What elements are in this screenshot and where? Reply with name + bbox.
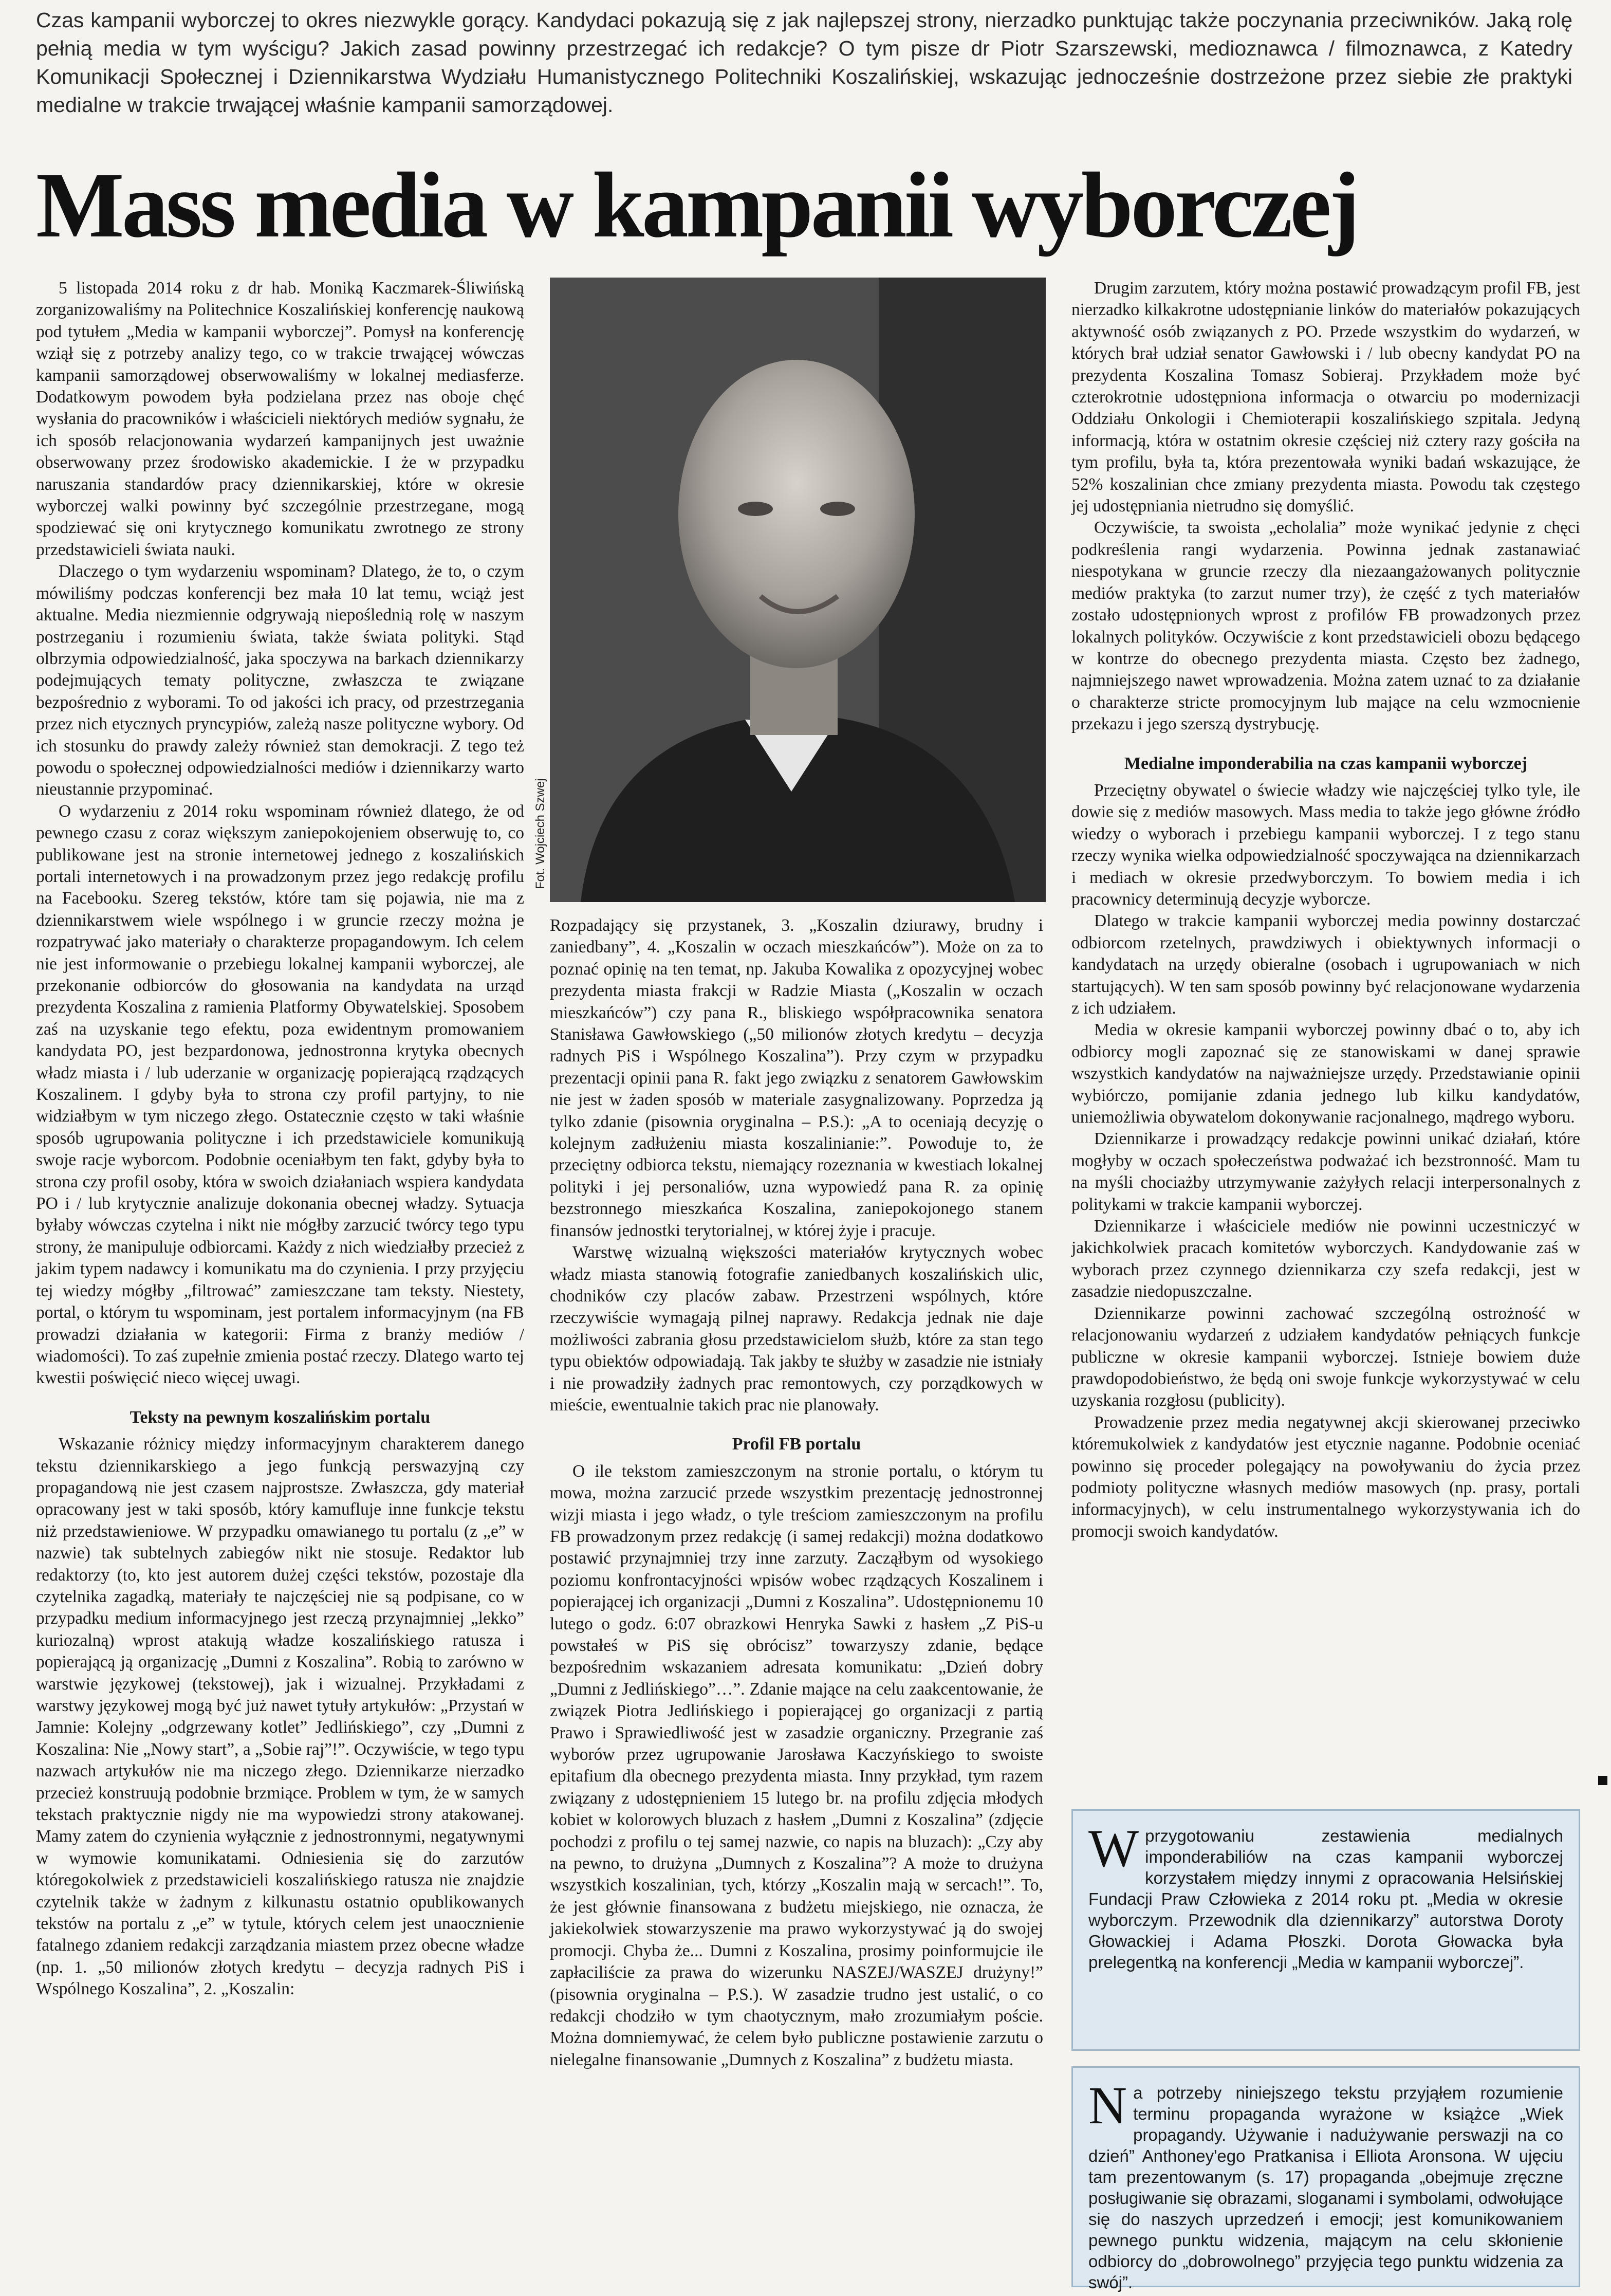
paragraph: O ile tekstom zamieszczonym na stronie portalu, o którym tu mowa, można zarzucić przede wszystkim prezentację jednostronnej wizji miasta i jego władz, o tyle treściom zamieszczonym na profilu FB prowadzonym przez redakcję (i samej redakcji) można dodatkowo postawić przynajmniej trzy inne zarzuty. Zacząłbym od wysokiego poziomu konfrontacyjności wpisów wobec rządzących Koszalinem i popierającej ich organizacji „Dumni z Koszalina”. Udostępnionemu 10 lutego o godz. 6:07 obrazkowi Henryka Sawki z hasłem „Z PiS-u powstałeś w PiS się obrócisz” towarzyszy zdanie, będące bezpośrednim wskazaniem adresata komunikatu: „Dzień dobry „Dumni z Jedlińskiego”…”. Zdanie mające na celu zaakcentowanie, że związek Piotra Jedlińskiego i popierającej go organizacji z partią Prawo i Sprawiedliwość jest w zasadzie organiczny. Przegranie zaś wyborów przez ugrupowanie Jarosława Kaczyńskiego to swoiste epitafium dla obecnego prezydenta miasta. Inny przykład, tym razem związany z udostępnieniem 15 lutego br. na profilu zdjęcia młodych kobiet w kolorowych bluzach z hasłem „Dumni z Koszalina” (zdjęcie pochodzi z profilu o tej samej nazwie, co napis na bluzach): „Czy aby na pewno, to drużyna „Dumnych z Koszalina”? A może to drużyna wszystkich koszalinian, tych, którzy „Koszalin mają w sercach!”. To, że jest głównie finansowana z budżetu miejskiego, nie oznacza, że jakiekolwiek stowarzyszenie ma prawo wykorzystywać ją do swojej promocji. Chyba że... Dumni z Koszalina, prosimy poinformujcie ile zapłaciliście za prawa do wizerunku NASZEJ/WASZEJ drużyny!” (pisownia oryginalna – P.S.). W zasadzie trudno jest ustalić, o co redakcji chodziło w tym chaotycznym, mało zrozumiałym poście. Można domniemywać, że celem było publiczne postawienie zarzutu o nielegalne finansowanie „Dumnych z Koszalina” z budżetu miasta.: [550, 1461, 1043, 2069]
paragraph: Dziennikarze powinni zachować szczególną ostrożność w relacjonowaniu wydarzeń z udziałem kandydatów pełniących funkcje publiczne w okresie kampanii wyborczej. Istnieje bowiem duże prawdopodobieństwo, że będą oni swoje funkcje wykorzystywać w celu uzyskania rozgłosu (publicity).: [1071, 1303, 1580, 1410]
paragraph: Dziennikarze i właściciele mediów nie powinni uczestniczyć w jakichkolwiek pracach komitetów wyborczych. Kandydowanie zaś w wyborach przez czynnego dziennikarza czy szefa redakcji, jest w zasadzie niedopuszczalne.: [1071, 1217, 1580, 1301]
author-photo: [550, 278, 1046, 902]
footnote-text: przygotowaniu zestawienia medialnych imponderabiliów na czas kampanii wyborczej korzystałem między innymi z opracowania Helsińskiej Fundacji Praw Człowieka z 2014 roku pt. „Media w okresie wyborczym. Przewodnik dla dziennikarzy” autorstwa Doroty Głowackiej i Adama Płoszki. Dorota Głowacka była prelegentką na konferencji „Media w kampanii wyborczej”.: [1088, 1826, 1563, 1972]
headline: Mass media w kampanii wyborczej: [36, 154, 1358, 257]
paragraph: Wskazanie różnicy między informacyjnym charakterem danego tekstu dziennikarskiego a jego funkcją perswazyjną czy propagandową nie jest czasem najprostsze. Zwłaszcza, gdy materiał opracowany jest w taki sposób, który kamufluje inne funkcje tekstu niż przedstawieniowe. W przypadku omawianego tu portalu (z „e” w nazwie) tak subtelnych zabiegów nikt nie stosuje. Redaktor lub redaktorzy (to, kto jest autorem dużej części tekstów, pozostaje dla czytelnika zagadką, materiały te najczęściej nie są podpisane, co w przypadku medium informacyjnego jest rzeczą przynajmniej „lekko” kuriozalną) wprost atakują władze koszalińskiego ratusza i popierającą ją organizację „Dumni z Koszalina”. Robią to zarówno w warstwie językowej (tekstowej), jak i wizualnej. Przykładami z warstwy językowej mogą być już nawet tytuły artykułów: „Przystań w Jamnie: Kolejny „odgrzewany kotlet” Jedlińskiego”, czy „Dumni z Koszalina: Nie „Nowy start”, a „Sobie raj”!”. Oczywiście, w tego typu nazwach artykułów nie ma niczego złego. Dziennikarze nierzadko przecież konstruują podobnie brzmiące. Problem w tym, że w samych tekstach praktycznie nigdy nie ma wypowiedzi strony atakowanej. Mamy zatem do czynienia wyłącznie z jednostronnymi, negatywnymi w wymowie komunikatami. Odniesienia się do zarzutów któregokolwiek z przedstawicieli koszalińskiego ratusza nie znajdzie czytelnik także w żadnym z kilkunastu ostatnio opublikowanych tekstów na portalu z „e” w tytule, których celem jest unaocznienie fatalnego zdaniem redakcji zarządzania miastem przez obecne władze (np. 1. „50 milionów złotych kredytu – decyzja radnych PiS i Wspólnego Koszalina”, 2. „Koszalin:: [36, 1435, 524, 1999]
photo-credit: Fot. Wojciech Szwej: [533, 778, 547, 889]
paragraph: 5 listopada 2014 roku z dr hab. Moniką Kaczmarek-Śliwińską zorganizowaliśmy na Politechnice Koszalińskiej konferencję naukową pod tytułem „Media w kampanii wyborczej”. Pomysł na konferencję wziął się z potrzeby analizy tego, co w trakcie trwającej wówczas kampanii samorządowej obserwowaliśmy w lokalnej mediasferze. Dodatkowym powodem była podzielana przez nas oboje chęć wysłania do pracowników i właścicieli niektórych mediów sygnału, że ich sposób relacjonowania wydarzeń kampanijnych jest uważnie obserwowany przez środowisko akademickie. I że w przypadku naruszania standardów pracy dziennikarskiej, które w okresie wyborczej walki powinny być szczególnie przestrzegane, mogą spodziewać się oni krytycznego komunikatu zwrotnego ze strony przedstawicieli świata nauki.: [36, 279, 524, 559]
footnote-box-propaganda: [1071, 2066, 1580, 2292]
column-3: [1071, 278, 1580, 1541]
column-1: [36, 278, 524, 2256]
paragraph: Oczywiście, ta swoista „echolalia” może wynikać jedynie z chęci podkreślenia rangi wydarzenia. Powinna jednak zastanawiać niespotykana w gruncie rzeczy dla niezaangażowanych politycznie mediów praktyka (to zarzut numer trzy), że część z tych materiałów zostało udostępnionych wprost z profilów FB prowadzonych przez lokalnych polityków. Oczywiście z kont przedstawicieli obozu będącego w kontrze do obecnego prezydenta miasta. Często bez żadnego, najmniejszego nawet wprowadzenia. Można zatem uznać to za działanie o charakterze stricte promocyjnym lub mające na celu wzmocnienie przekazu i jego szerszą dystrybucję.: [1071, 518, 1580, 734]
paragraph: Drugim zarzutem, który można postawić prowadzącym profil FB, jest nierzadko kilkakrotne udostępnianie linków do materiałów pokazujących aktywność osób związanych z PO. Przede wszystkim do wydarzeń, w których brał udział senator Gawłowski i / lub obecny kandydat PO na prezydenta Koszalina Tomasz Sobieraj. Przykładem może być czterokrotnie udostępniona informacja o otwarciu po modernizacji Oddziału Onkologii i Chemioterapii koszalińskiego szpitala. Jedyną informacją, która w ostatnim okresie częściej niż cztery razy gościła na tym profilu, była ta, która prezentowała wyniki badań wskazujące, że 52% koszalinian chce zmiany prezydenta miasta. Powodu tak częstego jej udostępniania nietrudno się domyślić.: [1071, 279, 1580, 516]
column-2: [550, 915, 1043, 2267]
drop-cap: W: [1088, 1819, 1139, 1878]
portrait-illustration: [550, 278, 1046, 902]
paragraph: Dlaczego o tym wydarzeniu wspominam? Dlatego, że to, o czym mówiliśmy podczas konferencji bez mała 10 lat temu, wciąż jest aktualne. Media niezmiennie odgrywają niepoślednią rolę w naszym postrzeganiu i rozumieniu świata, także świata polityki. Stąd olbrzymia odpowiedzialność, jaka spoczywa na barkach dziennikarzy podejmujących tematy polityczne, zwłaszcza te związane bezpośrednio z wyborami. To od jakości ich pracy, od przestrzegania przez nich etycznych pryncypiów, zależą nasze polityczne wybory. Od ich stosunku do prawdy zależy również stan demokracji. Z tego też powodu o społecznej odpowiedzialności mediów i dziennikarzy warto nieustannie przypominać.: [36, 562, 524, 799]
lead-paragraph: Czas kampanii wyborczej to okres niezwykle gorący. Kandydaci pokazują się z jak najlepszej strony, nierzadko punktując także poczynania przeciwników. Jaką rolę pełnią media w tym wyścigu? Jakich zasad powinny przestrzegać ich redakcje? O tym pisze dr Piotr Szarszewski, medioznawca / filmoznawca, z Katedry Komunikacji Społecznej i Dziennikarstwa Wydziału Humanistycznego Politechniki Koszalińskiej, wskazując jednocześnie dostrzeżone przez siebie złe praktyki medialne w trakcie trwającej właśnie kampanii samorządowej.: [36, 8, 1572, 117]
footnote-text: a potrzeby niniejszego tekstu przyjąłem rozumienie terminu propaganda wyrażone w książce „Wiek propagandy. Używanie i nadużywanie perswazji na co dzień” Anthoney'ego Pratkanisa i Elliota Aronsona. W ujęciu tam prezentowanym (s. 17) propaganda „obejmuje zręczne posługiwanie się obrazami, sloganami i symbolami, odwołujące się do naszych uprzedzeń i emocji; jest komunikowaniem pewnego punktu widzenia, mającym na celu skłonienie odbiorcy do „dobrowolnego” przyjęcia tego punktu widzenia za swój”.: [1088, 2083, 1563, 2292]
paragraph: Prowadzenie przez media negatywnej akcji skierowanej przeciwko któremukolwiek z kandydatów jest etycznie naganne. Podobnie oceniać powinno się proceder polegający na powoływaniu do życia przez podmioty polityczne własnych mediów masowych (np. prasy, portali informacyjnych), w celu instrumentalnego wykorzystywania ich do promocji swoich kandydatów.: [1071, 1412, 1580, 1541]
paragraph: Dlatego w trakcie kampanii wyborczej media powinny dostarczać odbiorcom rzetelnych, prawdziwych i obiektywnych informacji o kandydatach na urzędy obieralne (osobach i ugrupowaniach w nich startujących). W ten sam sposób powinny być relacjonowane wydarzenia z ich udziałem.: [1071, 911, 1580, 1018]
subheading: Teksty na pewnym koszalińskim portalu: [129, 1407, 431, 1427]
subheading: Profil FB portalu: [732, 1435, 861, 1454]
paragraph: O wydarzeniu z 2014 roku wspominam również dlatego, że od pewnego czasu z coraz większym zaniepokojeniem obserwuję to, co publikowane jest na stronie internetowej jednego z koszalińskich portali internetowych i na prowadzonym przez jego redakcję profilu na Facebooku. Szereg tekstów, które tam się pojawia, nie ma z dziennikarstwem wiele wspólnego i w gruncie rzeczy można je rozpatrywać jako materiały o charakterze propagandowym. Ich celem nie jest informowanie o przebiegu lokalnej kampanii wyborczej, ale przekonanie odbiorców do głosowania na kandydata na urząd prezydenta Koszalina z ramienia Platformy Obywatelskiej. Sposobem zaś na uzyskanie tego efektu, poza ewidentnym promowaniem kandydata PO, jest bezpardonowa, jednostronna krytyka obecnych władz miasta i / lub uderzanie w organizację popierającą rządzących Koszalinem. I gdyby była to strona czy profil partyjny, to nie widziałbym w tym niczego złego. Ostatecznie często w taki właśnie sposób ugrupowania polityczne i ich przedstawiciele komunikują swoje racje wyborcom. Podobnie oceniałbym ten fakt, gdyby była to strona czy profil osoby, która w swoich działaniach wspiera kandydata PO i / lub krytycznie analizuje dokonania obecnej władzy. Sytuacja byłaby wówczas czytelna i nikt nie mógłby zarzucić twórcy tego typu strony, że manipuluje odbiorcami. Każdy z nich wiedziałby przecież z jakim typem nadawcy i komunikatu ma do czynienia. I przy przyjęciu tej wiedzy mógłby „filtrować” zamieszczane tam teksty. Niestety, portal, o którym tu wspominam, jest portalem informacyjnym (na FB prowadzi działania w kategorii: Firma z branży mediów / wiadomości). To zaś zupełnie zmienia postać rzeczy. Dlatego warto tej kwestii poświęcić nieco więcej uwagi.: [36, 801, 524, 1388]
subheading: Medialne imponderabilia na czas kampanii wyborczej: [1124, 754, 1528, 773]
paragraph: Przeciętny obywatel o świecie władzy wie najczęściej tylko tyle, ile dowie się z mediów masowych. Mass media to także jego główne źródło wiedzy o wyborach i przebiegu kampanii wyborczej. I z tego stanu rzeczy wynika wielka odpowiedzialność spoczywająca na dziennikarzach i mediach w okresie przedwyborczym. To bowiem media i ich pracownicy determinują decyzje wyborcze.: [1071, 780, 1580, 909]
paragraph: Rozpadający się przystanek, 3. „Koszalin dziurawy, brudny i zaniedbany”, 4. „Koszalin w oczach mieszkańców”). Może on za to poznać opinię na ten temat, np. Jakuba Kowalika z opozycyjnej wobec prezydenta miasta frakcji w Radzie Miasta („Koszalin w oczach mieszkańców”) czy pana R., bliskiego współpracownika senatora Stanisława Gawłowskiego („50 milionów złotych kredytu – decyzja radnych PiS i Wspólnego Koszalina”). Przy czym w przypadku prezentacji opinii pana R. fakt jego związku z senatorem Gawłowskim nie jest w żaden sposób w materiale zasygnalizowany. Poprzedza ją tylko zdanie (pisownia oryginalna – P.S.): „A to oceniają decyzję o kolejnym zadłużeniu miasta koszalinianie:”. Powoduje to, że przeciętny odbiorca tekstu, niemający rozeznania w kwestiach lokalnej polityki i jej personaliów, uzna wypowiedź pana R. za opinię bezstronnego mieszkańca Koszalina, zaniepokojonego stanem finansów jednostki terytorialnej, w której żyje i pracuje.: [550, 916, 1043, 1240]
footnote-box-sources: [1071, 1809, 1580, 2051]
drop-cap: N: [1088, 2076, 1127, 2135]
paragraph: Media w okresie kampanii wyborczej powinny dbać o to, aby ich odbiorcy mogli zapoznać się ze stanowiskami w danej sprawie wszystkich kandydatów na najważniejsze urzędy. Przedstawianie opinii wybiórczo, pomijanie zdania jednego lub kilku kandydatów, uniemożliwia obywatelom dokonywanie racjonalnego, mądrego wyboru.: [1071, 1020, 1580, 1127]
paragraph: Warstwę wizualną większości materiałów krytycznych wobec władz miasta stanowią fotografie zaniedbanych koszalińskich ulic, chodników czy placów zabaw. Przestrzeni wspólnych, które rzeczywiście wymagają pilnej naprawy. Redakcja jednak nie daje możliwości zabrania głosu przedstawicielom służb, które za stan tego typu obiektów odpowiadają. Tak jakby te służby w zasadzie nie istniały i nie prowadziły żadnych prac remontowych, czy porządkowych w mieście, ewentualnie takich prac nie planowały.: [550, 1243, 1043, 1415]
paragraph: Dziennikarze i prowadzący redakcje powinni unikać działań, które mogłyby w oczach społeczeństwa podważać ich bezstronność. Mam tu na myśli chociażby utrzymywanie zażyłych relacji interpersonalnych z politykami w trakcie kampanii wyborczej.: [1071, 1129, 1580, 1214]
end-of-article-mark: [1598, 1776, 1607, 1785]
